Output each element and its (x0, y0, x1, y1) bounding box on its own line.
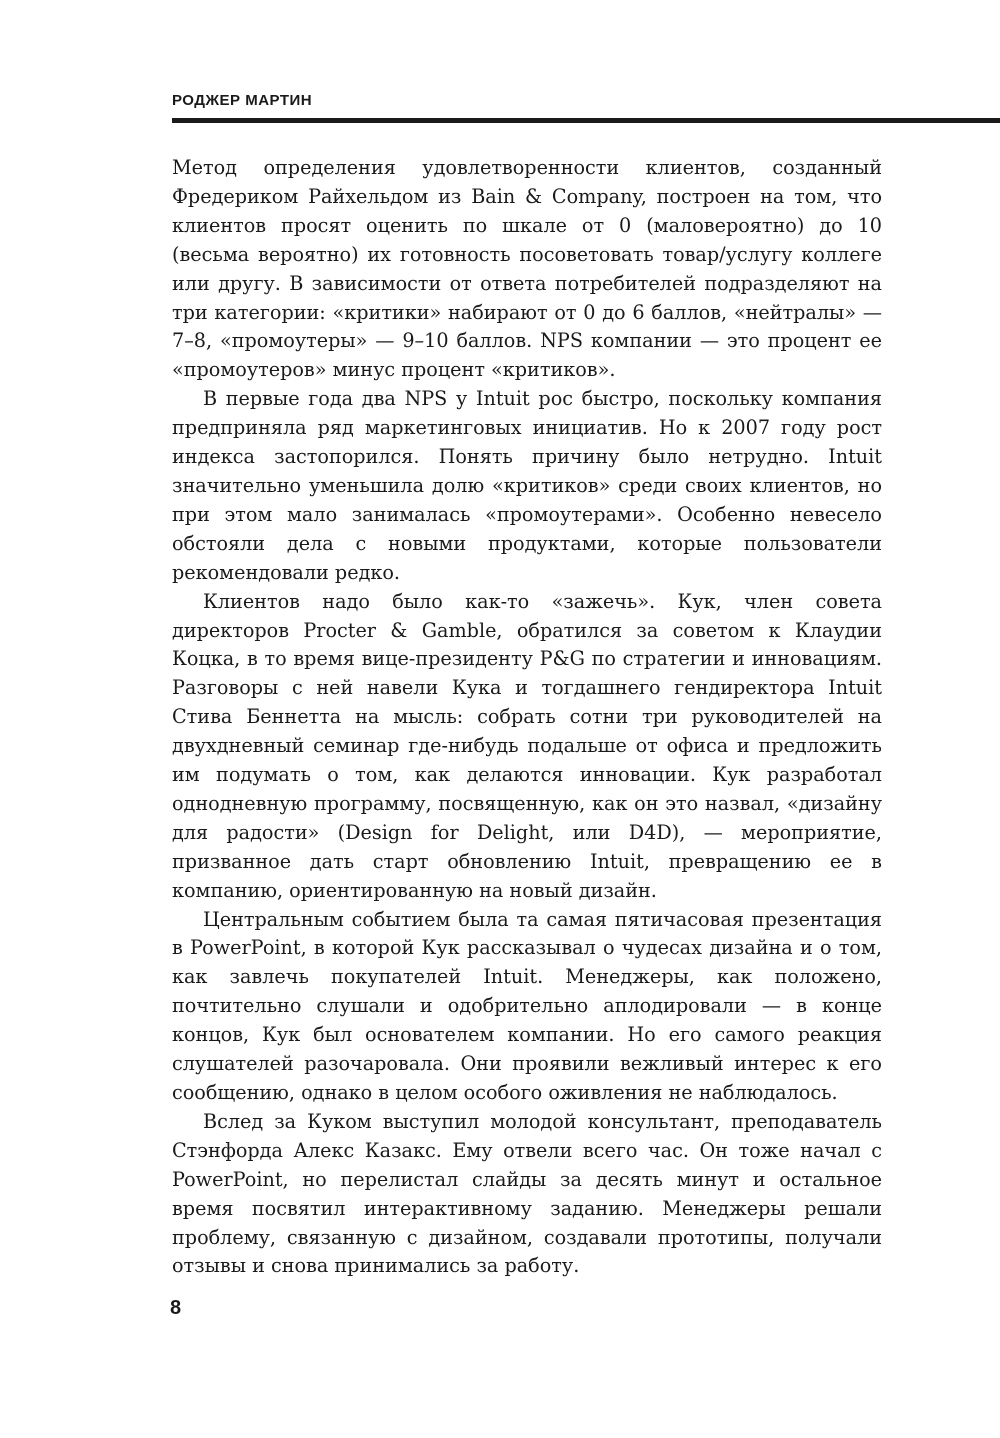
page-number: 8 (170, 1297, 182, 1319)
body-text (172, 154, 882, 1281)
paragraph: Вслед за Куком выступил молодой консультант, преподаватель Стэнфорда Алекс Казакс. Ему отвели всего час. Он тоже начал с PowerPoint, но перелистал слайды за десять минут и остальное время посвятил интерактивному заданию. Менеджеры решали проблему, связанную с дизайном, создавали прототипы, получали отзывы и снова принимались за работу. (172, 1109, 882, 1278)
running-header-author: РОДЖЕР МАРТИН (172, 92, 313, 109)
paragraph: Центральным событием была та самая пятичасовая презентация в PowerPoint, в которой Кук рассказывал о чудесах дизайна и о том, как завлечь покупателей Intuit. Менеджеры, как положено, почтительно слушали и одобрительно аплодировали — в конце концов, Кук был основателем компании. Но его самого реакция слушателей разочаровала. Они проявили вежливый интерес к его сообщению, однако в целом особого оживления не наблюдалось. (172, 907, 882, 1104)
paragraph: Клиентов надо было как-то «зажечь». Кук, член совета директоров Procter & Gamble, обратился за советом к Клаудии Коцка, в то время вице-президенту P&G по стратегии и инновациям. Разговоры с ней навели Кука и тогдашнего гендиректора Intuit Стива Беннетта на мысль: собрать сотни три руководителей на двухдневный семинар где-нибудь подальше от офиса и предложить им подумать о том, как делаются инновации. Кук разработал однодневную программу, посвященную, как он это назвал, «дизайну для радости» (Design for Delight, или D4D), — мероприятие, призванное дать старт обновлению Intuit, превращению ее в компанию, ориентированную на новый дизайн. (172, 589, 882, 902)
paragraph: Метод определения удовлетворенности клиентов, созданный Фредериком Райхельдом из Bain & Company, построен на том, что клиентов просят оценить по шкале от 0 (маловероятно) до 10 (весьма вероятно) их готовность посоветовать товар/услугу коллеге или другу. В зависимости от ответа потребителей подразделяют на три категории: «критики» набирают от 0 до 6 баллов, «нейтралы» — 7–8, «промоутеры» — 9–10 баллов. NPS компании — это процент ее «промоутеров» минус процент «критиков». (172, 156, 882, 382)
header-rule (172, 118, 1000, 123)
paragraph: В первые года два NPS у Intuit рос быстро, поскольку компания предприняла ряд маркетинговых инициатив. Но к 2007 году рост индекса застопорился. Понять причину было нетрудно. Intuit значительно уменьшила долю «критиков» среди своих клиентов, но при этом мало занималась «промоутерами». Особенно невесело обстояли дела с новыми продуктами, которые пользователи рекомендовали редко. (172, 387, 882, 584)
